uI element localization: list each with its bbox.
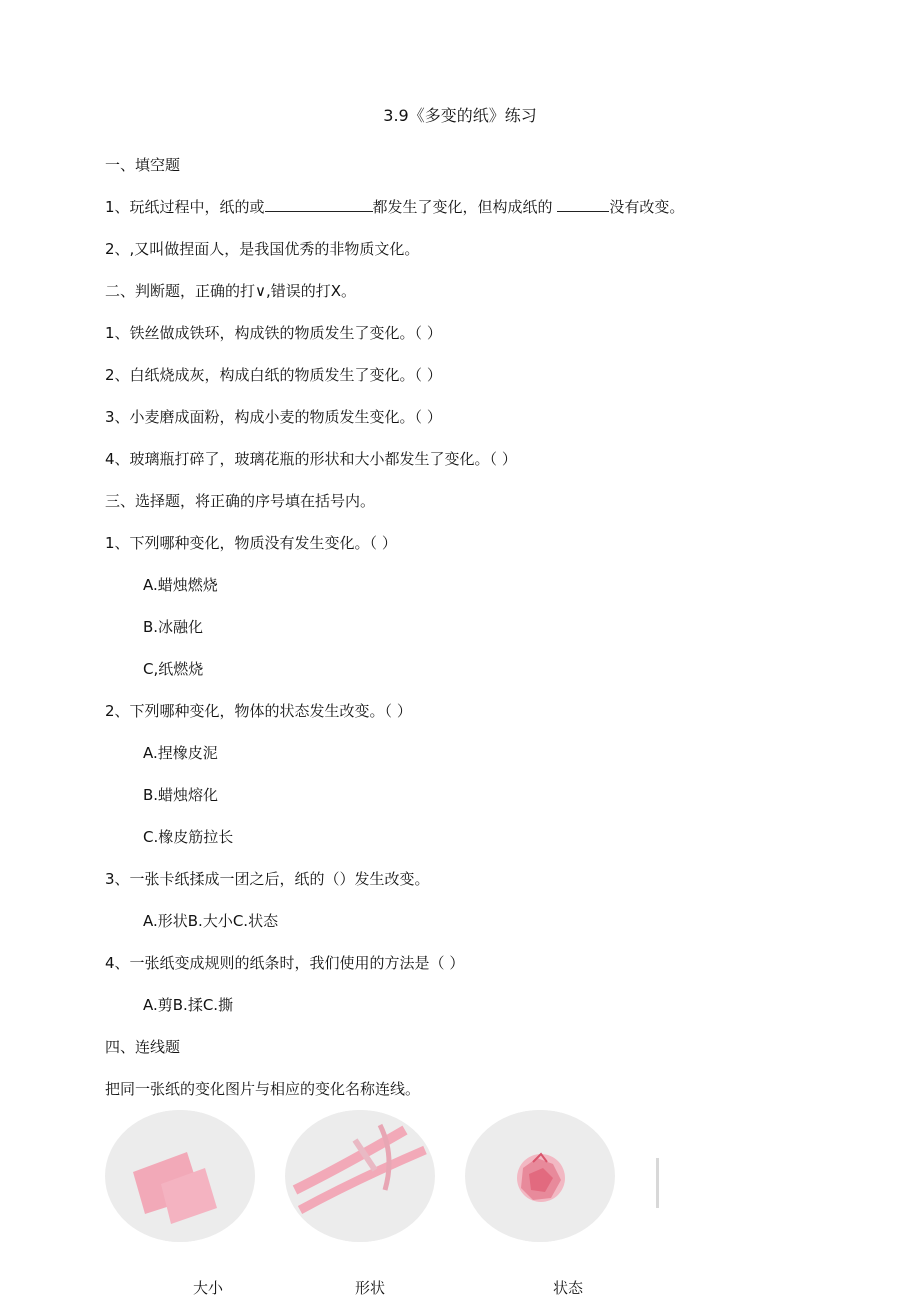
match-label-state: 状态 bbox=[553, 1279, 584, 1297]
answer-blank[interactable] bbox=[265, 197, 373, 212]
choice-q2-option-c: C.橡皮筋拉长 bbox=[143, 828, 234, 846]
choice-question-1: 1、下列哪种变化，物质没有发生变化。（ ） bbox=[105, 534, 397, 552]
choice-q2-option-a: A.捏橡皮泥 bbox=[143, 744, 218, 762]
fill-question-1 bbox=[105, 197, 684, 217]
fill-q1-part-a: 1、玩纸过程中，纸的或 bbox=[105, 198, 265, 216]
choice-q1-option-b: B.冰融化 bbox=[143, 618, 204, 636]
section-match-heading: 四、连线题 bbox=[105, 1038, 181, 1056]
section-fill-heading: 一、填空题 bbox=[105, 156, 181, 174]
crumpled-paper-ball-icon[interactable] bbox=[465, 1110, 615, 1242]
match-instruction: 把同一张纸的变化图片与相应的变化名称连线。 bbox=[105, 1080, 421, 1098]
judge-question-4: 4、玻璃瓶打碎了，玻璃花瓶的形状和大小都发生了变化。（ ） bbox=[105, 450, 517, 468]
page-title: 3.9《多变的纸》练习 bbox=[383, 106, 537, 125]
section-choice-heading: 三、选择题，将正确的序号填在括号内。 bbox=[105, 492, 376, 510]
paper-strips-icon[interactable] bbox=[285, 1110, 435, 1242]
cropped-image-edge bbox=[656, 1158, 659, 1208]
section-judge-heading: 二、判断题，正确的打∨,错误的打X。 bbox=[105, 282, 357, 300]
fill-q1-part-c: 没有改变。 bbox=[609, 198, 685, 216]
choice-q1-option-a: A.蜡烛燃烧 bbox=[143, 576, 218, 594]
choice-q3-options: A.形状B.大小C.状态 bbox=[143, 912, 279, 930]
choice-question-4: 4、一张纸变成规则的纸条时，我们使用的方法是（ ） bbox=[105, 954, 465, 972]
choice-q4-options: A.剪B.揉C.撕 bbox=[143, 996, 234, 1014]
choice-q1-option-c: C,纸燃烧 bbox=[143, 660, 204, 678]
answer-blank[interactable] bbox=[557, 197, 609, 212]
fill-q1-part-b: 都发生了变化，但构成纸的 bbox=[372, 198, 553, 216]
match-label-size: 大小 bbox=[193, 1279, 224, 1297]
judge-question-3: 3、小麦磨成面粉，构成小麦的物质发生变化。（ ） bbox=[105, 408, 442, 426]
choice-question-2: 2、下列哪种变化，物体的状态发生改变。（ ） bbox=[105, 702, 412, 720]
judge-question-1: 1、铁丝做成铁环，构成铁的物质发生了变化。（ ） bbox=[105, 324, 442, 342]
cut-paper-pieces-icon[interactable] bbox=[105, 1110, 255, 1242]
match-label-shape: 形状 bbox=[355, 1279, 386, 1297]
fill-question-2: 2、,又叫做捏面人，是我国优秀的非物质文化。 bbox=[105, 240, 420, 258]
judge-question-2: 2、白纸烧成灰，构成白纸的物质发生了变化。（ ） bbox=[105, 366, 442, 384]
choice-q2-option-b: B.蜡烛熔化 bbox=[143, 786, 219, 804]
match-image-row bbox=[0, 1110, 920, 1250]
choice-question-3: 3、一张卡纸揉成一团之后，纸的（）发生改变。 bbox=[105, 870, 430, 888]
